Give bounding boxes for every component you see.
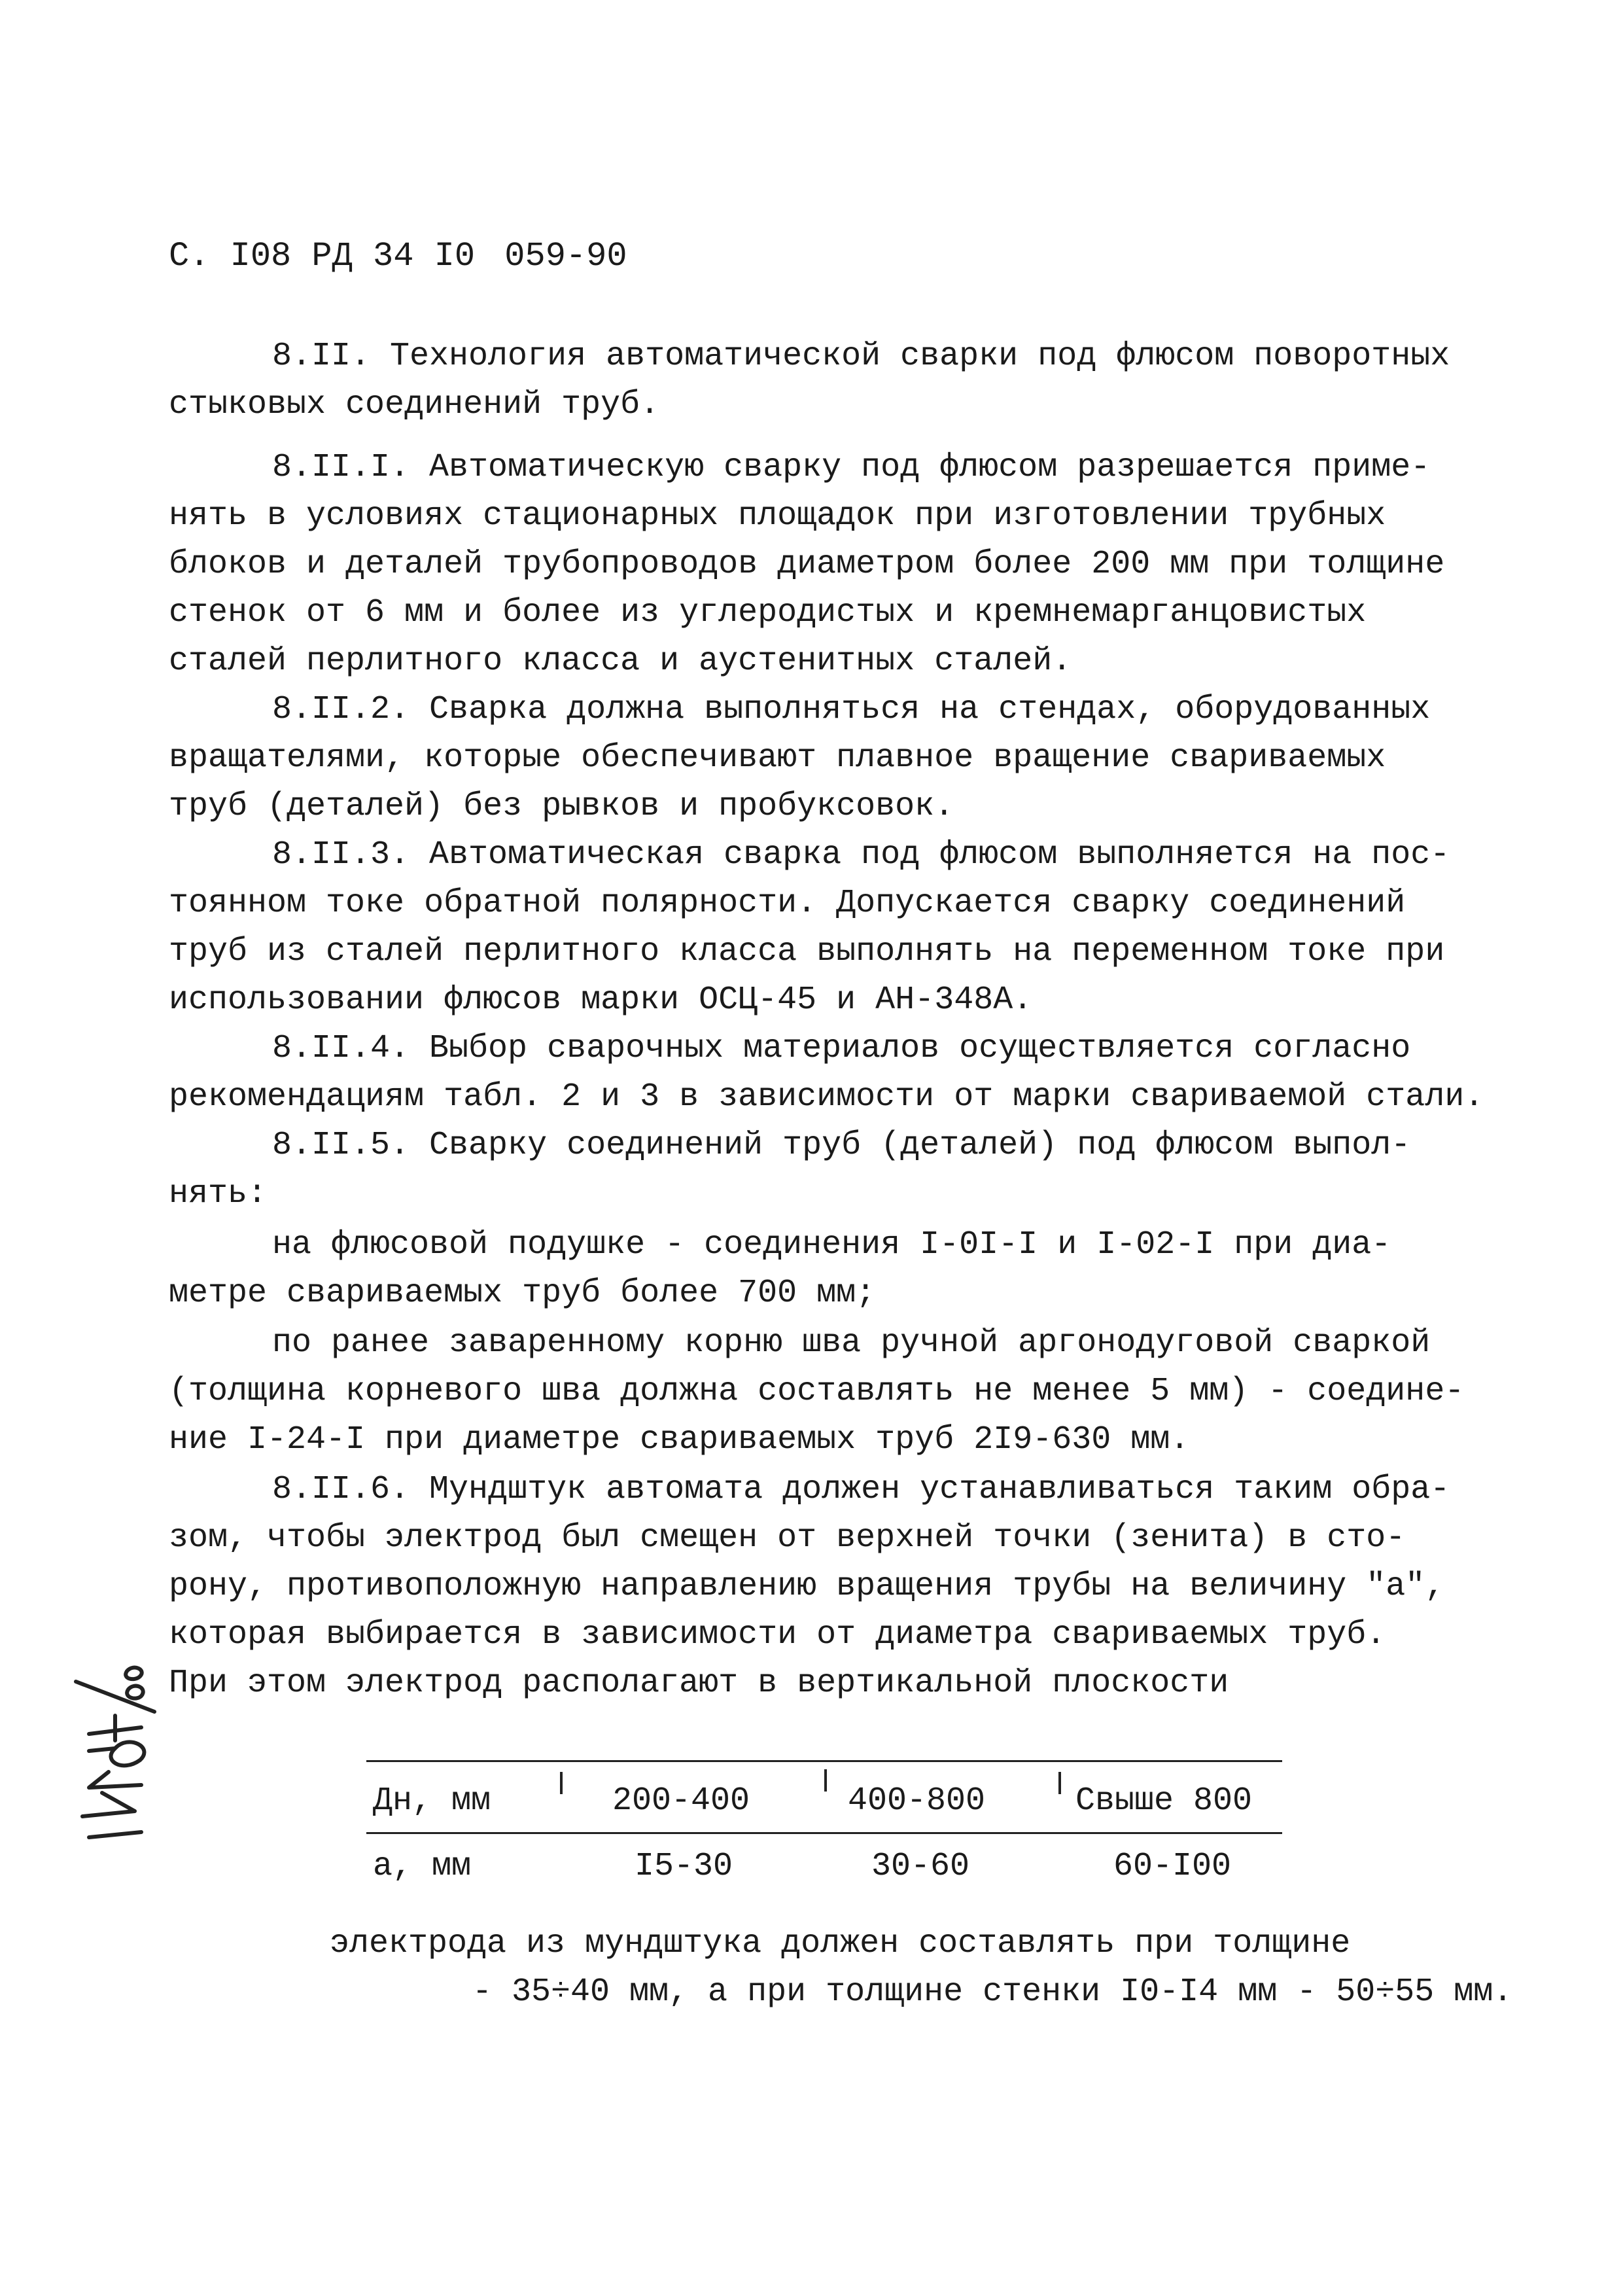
paragraph-line: ние I-24-I при диаметре свариваемых труб 2I9-630 мм. xyxy=(169,1421,1190,1458)
table-cell: 60-I00 xyxy=(1113,1848,1232,1885)
table-top-rule xyxy=(366,1760,1282,1762)
paragraph-line: 8.II.2. Сварка должна выполняться на стендах, оборудованных xyxy=(272,691,1431,728)
page-header xyxy=(169,230,627,283)
paragraph-line: труб (деталей) без рывков и пробуксовок. xyxy=(169,788,954,825)
paragraph-line: которая выбирается в зависимости от диаметра свариваемых труб. xyxy=(169,1616,1386,1653)
table-cell: Свыше 800 xyxy=(1075,1782,1253,1820)
table-cell: I5-30 xyxy=(635,1848,733,1885)
column-tick xyxy=(560,1772,563,1794)
paragraph-line: использовании флюсов марки ОСЦ-45 и АН-348А. xyxy=(169,981,1033,1019)
paragraph-line: рону, противоположную направлению вращения трубы на величину "а", xyxy=(169,1568,1445,1605)
table-cell: 200-400 xyxy=(612,1782,750,1820)
paragraph-line: 8.II.3. Автоматическая сварка под флюсом выполняется на пос- xyxy=(272,836,1450,874)
document-number: 059-90 xyxy=(504,237,627,275)
table-cell: 30-60 xyxy=(871,1848,970,1885)
paragraph-line: (толщина корневого шва должна составлять не менее 5 мм) - соедине- xyxy=(169,1373,1465,1410)
column-tick xyxy=(824,1769,827,1792)
paragraph-line: При этом электрод располагают в вертикальной плоскости xyxy=(169,1665,1229,1702)
table-middle-rule xyxy=(366,1832,1282,1834)
table-cell: 400-800 xyxy=(848,1782,986,1820)
paragraph-line: сталей перлитного класса и аустенитных сталей. xyxy=(169,643,1072,680)
paragraph-line: труб из сталей перлитного класса выполнять на переменном токе при xyxy=(169,933,1445,970)
paragraph-line: - 35÷40 мм, а при толщине стенки I0-I4 мм - 50÷55 мм. xyxy=(472,1973,1513,2011)
table-row-label: Дн, мм xyxy=(373,1782,491,1820)
paragraph-line: стыковых соединений труб. xyxy=(169,386,660,423)
paragraph-line: метре свариваемых труб более 700 мм; xyxy=(169,1275,876,1312)
paragraph-line: электрода из мундштука должен составлять при толщине xyxy=(330,1925,1351,1962)
paragraph-line: 8.II.5. Сварку соединений труб (деталей) под флюсом выпол- xyxy=(272,1127,1411,1164)
paragraph-line: тоянном токе обратной полярности. Допускается сварку соединений xyxy=(169,885,1406,922)
paragraph-line: 8.II.6. Мундштук автомата должен устанавливаться таким обра- xyxy=(272,1471,1450,1508)
paragraph-line: блоков и деталей трубопроводов диаметром более 200 мм при толщине xyxy=(169,546,1445,583)
paragraph-line: 8.II. Технология автоматической сварки под флюсом поворотных xyxy=(272,338,1450,375)
page-reference: С. I08 РД 34 I0 xyxy=(169,237,476,275)
paragraph-line: нять в условиях стационарных площадок при изготовлении трубных xyxy=(169,497,1386,535)
paragraph-line: нять: xyxy=(169,1175,268,1212)
paragraph-line: 8.II.I. Автоматическую сварку под флюсом разрешается приме- xyxy=(272,449,1431,486)
paragraph-line: рекомендациям табл. 2 и 3 в зависимости от марки свариваемой стали. xyxy=(169,1078,1484,1116)
paragraph-line: на флюсовой подушке - соединения I-0I-I и I-02-I при диа- xyxy=(272,1226,1391,1263)
paragraph-line: 8.II.4. Выбор сварочных материалов осуществляется согласно xyxy=(272,1030,1411,1067)
paragraph-line: зом, чтобы электрод был смещен от верхней точки (зенита) в сто- xyxy=(169,1519,1406,1557)
table-row-label: а, мм xyxy=(373,1848,472,1885)
paragraph-line: вращателями, которые обеспечивают плавное вращение свариваемых xyxy=(169,739,1386,777)
handwritten-margin-note xyxy=(63,1662,167,1845)
column-tick xyxy=(1058,1772,1061,1794)
paragraph-line: по ранее заваренному корню шва ручной аргонодуговой сваркой xyxy=(272,1324,1431,1362)
paragraph-line: стенок от 6 мм и более из углеродистых и кремнемарганцовистых xyxy=(169,594,1367,631)
